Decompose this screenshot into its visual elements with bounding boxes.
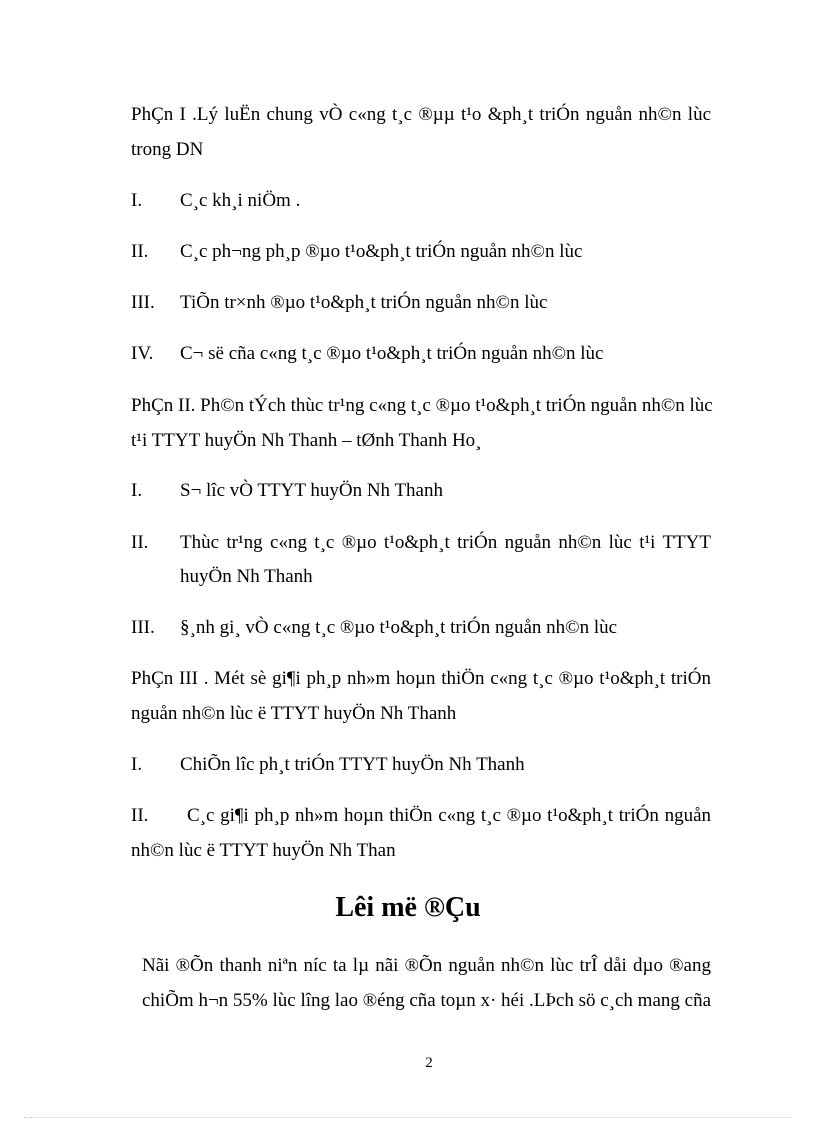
section-title: Lêi më ®Çu bbox=[335, 892, 481, 923]
toc-part2-item2-cont: huyÖn Nh Thanh bbox=[180, 566, 313, 587]
toc-part1-item1-num: I. bbox=[131, 190, 143, 211]
intro-line-2: chiÕm h¬n 55% lùc lîng lao ®éng cña toµn x· héi .LÞch sö c¸ch mang cña bbox=[142, 990, 712, 1011]
toc-part2-item2-num: II. bbox=[131, 532, 149, 553]
toc-part2-item3: §¸nh gi¸ vÒ c«ng t¸c ®µo t¹o&ph¸t triÓn nguån nh©n lùc bbox=[180, 617, 618, 638]
toc-part2-item1-num: I. bbox=[131, 480, 143, 501]
page-number: 2 bbox=[425, 1055, 433, 1071]
toc-part3-item2-num: II. bbox=[131, 805, 149, 826]
toc-part3-item2: C¸c gi¶i ph¸p nh»m hoµn thiÖn c«ng t¸c ®µo t¹o&ph¸t triÓn nguån bbox=[187, 805, 711, 826]
toc-part2-item3-num: III. bbox=[131, 617, 155, 638]
toc-part1-item3-num: III. bbox=[131, 292, 155, 313]
toc-part2-heading: PhÇn II. Ph©n tÝch thùc tr¹ng c«ng t¸c ®µo t¹o&ph¸t triÓn nguån nh©n lùc bbox=[131, 395, 713, 416]
toc-part1-item3: TiÕn tr×nh ®µo t¹o&ph¸t triÓn nguån nh©n lùc bbox=[180, 292, 548, 313]
toc-part1-item4-num: IV. bbox=[131, 343, 154, 364]
toc-part3-item2-cont: nh©n lùc ë TTYT huyÖn Nh Than bbox=[131, 840, 396, 861]
page-divider bbox=[24, 1117, 792, 1118]
toc-part1-item1: C¸c kh¸i niÖm . bbox=[180, 190, 301, 211]
toc-part1-item4: C¬ së cña c«ng t¸c ®µo t¹o&ph¸t triÓn nguån nh©n lùc bbox=[180, 343, 604, 364]
intro-line-1: Nãi ®Õn thanh niªn níc ta lµ nãi ®Õn nguån nh©n lùc trÎ dåi dµo ®ang bbox=[142, 955, 711, 976]
toc-part1-item2-num: II. bbox=[131, 241, 149, 262]
toc-part3-heading-cont: nguån nh©n lùc ë TTYT huyÖn Nh Thanh bbox=[131, 703, 457, 724]
toc-part1-heading: PhÇn I .Lý luËn chung vÒ c«ng t¸c ®µµ t¹o &ph¸t triÓn nguån nh©n lùc bbox=[131, 104, 711, 125]
toc-part2-item2: Thùc tr¹ng c«ng t¸c ®µo t¹o&ph¸t triÓn nguån nh©n lùc t¹i TTYT bbox=[180, 532, 711, 553]
toc-part1-item2: C¸c ph¬ng ph¸p ®µo t¹o&ph¸t triÓn nguån nh©n lùc bbox=[180, 241, 583, 262]
toc-part2-item1: S¬ lîc vÒ TTYT huyÖn Nh Thanh bbox=[180, 480, 443, 501]
toc-part2-heading-cont: t¹i TTYT huyÖn Nh Thanh – tØnh Thanh Ho¸ bbox=[131, 430, 482, 451]
toc-part1-heading-cont: trong DN bbox=[131, 139, 204, 160]
toc-part3-heading: PhÇn III . Mét sè gi¶i ph¸p nh»m hoµn thiÖn c«ng t¸c ®µo t¹o&ph¸t triÓn bbox=[131, 668, 711, 689]
toc-part3-item1-num: I. bbox=[131, 754, 143, 775]
toc-part3-item1: ChiÕn lîc ph¸t triÓn TTYT huyÖn Nh Thanh bbox=[180, 754, 525, 775]
